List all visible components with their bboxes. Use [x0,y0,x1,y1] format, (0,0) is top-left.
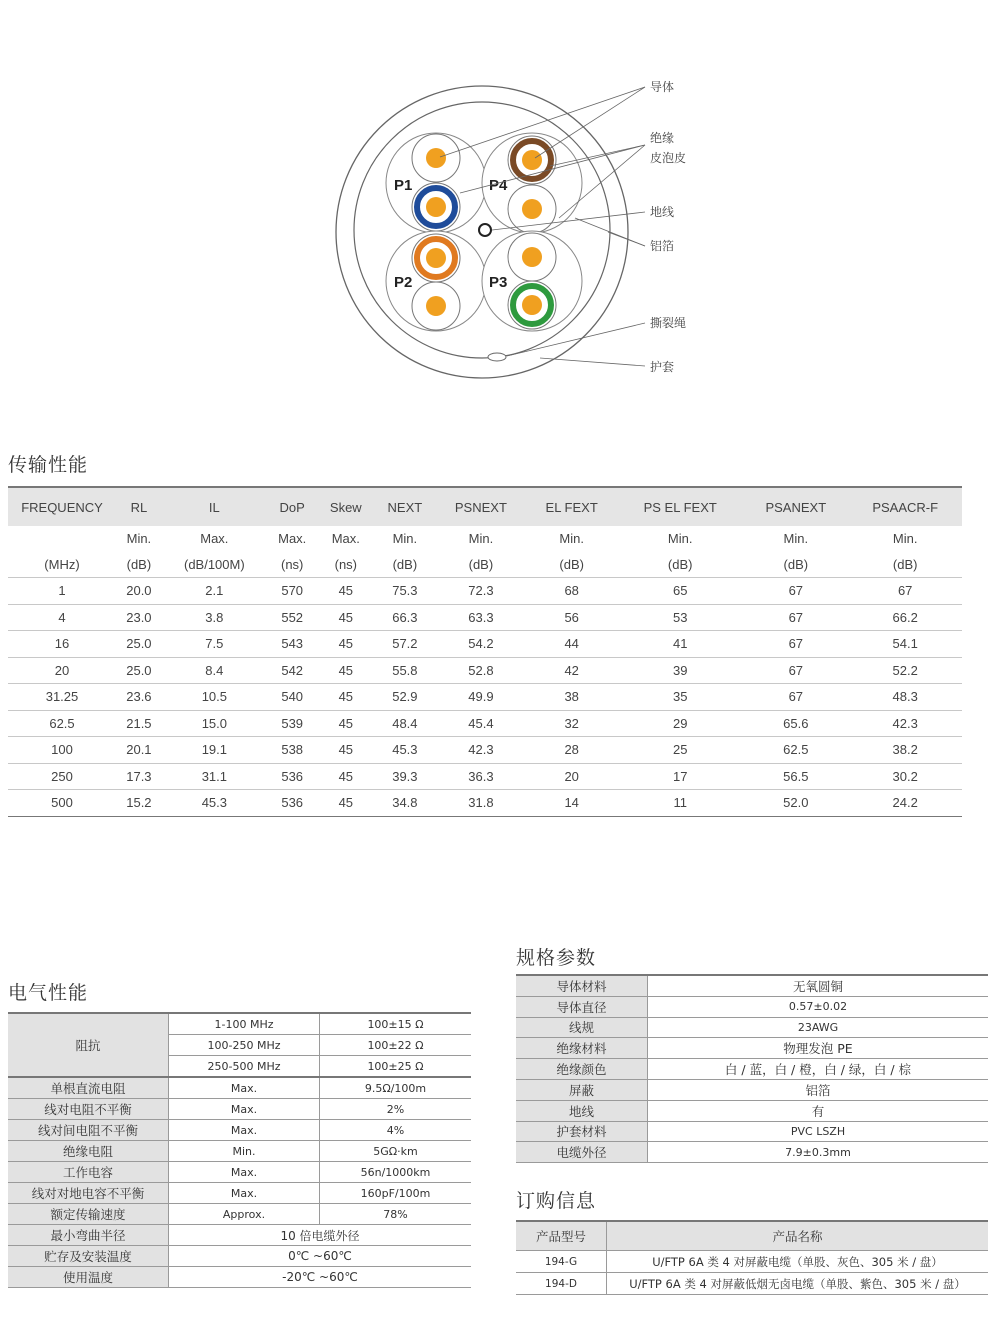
limit-cell: Min. [392,531,418,547]
table-cell: 1 [8,578,116,605]
spec-label: 电缆外径 [516,1142,648,1163]
table-row [516,975,988,996]
table-cell: 23.6 [116,684,162,711]
table-row [8,1120,471,1141]
table-cell: 63.3 [436,604,527,631]
impedance-value: 100±25 Ω [320,1056,472,1078]
table-cell: 66.2 [848,604,962,631]
table-cell: 54.1 [848,631,962,658]
label-drain-wire: 地线 [650,205,675,219]
limit-cell: Min. [783,531,809,547]
table-cell: 10.5 [162,684,267,711]
label-rip-cord: 撕裂绳 [650,316,687,330]
col-header: PSANEXT [743,487,848,526]
table-cell: 45 [317,684,374,711]
table-cell: 19.1 [162,737,267,764]
param-value: 160pF/100m [320,1183,472,1204]
table-cell: 41 [617,631,743,658]
param-label: 贮存及安装温度 [8,1246,169,1267]
unit-cell: (dB) [743,552,848,578]
table-cell: 67 [743,578,848,605]
table-cell: 539 [267,710,318,737]
unit-cell: (MHz) [8,552,116,578]
table-cell: 52.9 [374,684,435,711]
units-row [8,552,962,578]
param-value: 10 倍电缆外径 [169,1225,472,1246]
label-foam-skin: 皮泡皮 [650,151,687,165]
table-row [8,684,962,711]
table-cell: 38 [526,684,617,711]
col-header: PSAACR-F [848,487,962,526]
table-cell: 38.2 [848,737,962,764]
table-cell: 542 [267,657,318,684]
spec-value: 0.57±0.02 [648,996,989,1017]
table-cell: 45 [317,604,374,631]
param-label: 额定传输速度 [8,1204,169,1225]
table-row [8,1162,471,1183]
table-cell: 67 [743,604,848,631]
table-cell: 20 [8,657,116,684]
param-value: 78% [320,1204,472,1225]
table-cell: 65 [617,578,743,605]
table-cell: 68 [526,578,617,605]
limit-cell: Min. [559,531,584,547]
table-cell: 23.0 [116,604,162,631]
table-cell: 52.2 [848,657,962,684]
spec-value: 物理发泡 PE [648,1038,989,1059]
table-cell: 8.4 [162,657,267,684]
limit-cell [8,526,116,552]
col-header: RL [116,487,162,526]
table-cell: 67 [743,684,848,711]
spec-label: 绝缘材料 [516,1038,648,1059]
unit-cell: (dB/100M) [162,552,267,578]
pair-label-p4: P4 [489,177,508,194]
table-cell: 54.2 [436,631,527,658]
table-cell: 24.2 [848,790,962,817]
table-row [516,1059,988,1080]
transmission-title: 传输性能 [8,454,89,476]
unit-cell: (dB) [374,552,435,578]
table-cell: 45 [317,737,374,764]
order-header-row [516,1221,988,1251]
table-cell: 62.5 [743,737,848,764]
table-row [516,1038,988,1059]
param-label: 使用温度 [8,1267,169,1288]
table-row [8,657,962,684]
table-row [8,1225,471,1246]
table-cell: 65.6 [743,710,848,737]
table-cell: 29 [617,710,743,737]
limit-cell: Max. [331,531,360,547]
col-header: FREQUENCY [8,487,116,526]
table-row [8,1246,471,1267]
impedance-value: 100±22 Ω [320,1035,472,1056]
table-cell: 4 [8,604,116,631]
table-row [516,1121,988,1142]
unit-cell: (ns) [267,552,318,578]
limit-cell: Max. [278,531,307,547]
table-row [8,1013,471,1035]
impedance-range: 1-100 MHz [169,1013,320,1035]
table-row [516,996,988,1017]
table-cell: 31.8 [436,790,527,817]
param-value: 56n/1000km [320,1162,472,1183]
table-cell: 17 [617,763,743,790]
label-jacket: 护套 [650,360,675,374]
param-label: 工作电容 [8,1162,169,1183]
table-cell: 25.0 [116,657,162,684]
table-cell: 570 [267,578,318,605]
spec-value: 7.9±0.3mm [648,1142,989,1163]
spec-value: 有 [648,1100,989,1121]
table-cell: 20.1 [116,737,162,764]
transmission-header-row [8,487,962,526]
table-cell: 39.3 [374,763,435,790]
table-cell: 538 [267,737,318,764]
table-cell: 53 [617,604,743,631]
col-header: NEXT [374,487,435,526]
table-cell: 67 [848,578,962,605]
table-row [8,710,962,737]
table-cell: 34.8 [374,790,435,817]
spec-label: 线规 [516,1017,648,1038]
table-cell: 7.5 [162,631,267,658]
table-cell: 45 [317,790,374,817]
table-row [516,1017,988,1038]
product-model: 194-D [516,1273,607,1295]
table-cell: 21.5 [116,710,162,737]
table-row [516,1079,988,1100]
table-row [8,737,962,764]
table-row [8,631,962,658]
table-cell: 67 [743,657,848,684]
table-row [8,790,962,817]
table-cell: 14 [526,790,617,817]
table-cell: 45.4 [436,710,527,737]
table-cell: 543 [267,631,318,658]
table-cell: 28 [526,737,617,764]
table-cell: 15.0 [162,710,267,737]
table-cell: 11 [617,790,743,817]
table-row [516,1100,988,1121]
param-limit: Approx. [169,1204,320,1225]
table-cell: 62.5 [8,710,116,737]
param-value: 9.5Ω/100m [320,1077,472,1099]
col-header: PS EL FEXT [617,487,743,526]
table-row [8,1077,471,1099]
table-cell: 20 [526,763,617,790]
table-row [8,763,962,790]
table-cell: 57.2 [374,631,435,658]
param-value: 0℃ ~60℃ [169,1246,472,1267]
impedance-range: 100-250 MHz [169,1035,320,1056]
param-limit: Max. [169,1183,320,1204]
table-cell: 42.3 [436,737,527,764]
table-cell: 36.3 [436,763,527,790]
param-value: 4% [320,1120,472,1141]
spec-label: 地线 [516,1100,648,1121]
spec-title: 规格参数 [516,947,597,969]
table-cell: 32 [526,710,617,737]
unit-cell: (dB) [526,552,617,578]
table-cell: 30.2 [848,763,962,790]
param-label: 线对间电阻不平衡 [8,1120,169,1141]
limits-row [8,526,962,552]
unit-cell: (ns) [317,552,374,578]
spec-label: 护套材料 [516,1121,648,1142]
col-header-model: 产品型号 [516,1221,607,1251]
label-foil: 铝箔 [650,239,675,253]
table-row [516,1273,988,1295]
pair-label-p3: P3 [489,274,508,291]
limit-cell: Max. [200,531,229,547]
table-cell: 72.3 [436,578,527,605]
table-row [516,1142,988,1163]
rip-cord [488,353,506,361]
table-cell: 52.8 [436,657,527,684]
electrical-table [8,1012,471,1288]
col-header: IL [162,487,267,526]
table-row [8,604,962,631]
table-cell: 42 [526,657,617,684]
param-label: 线对对地电容不平衡 [8,1183,169,1204]
table-cell: 56 [526,604,617,631]
spec-label: 绝缘颜色 [516,1059,648,1080]
spec-label: 导体材料 [516,975,648,996]
limit-cell: Min. [667,531,693,547]
limit-cell: Min. [892,531,918,547]
col-header: PSNEXT [436,487,527,526]
param-value: -20℃ ~60℃ [169,1267,472,1288]
spec-table [516,974,988,1163]
table-cell: 48.3 [848,684,962,711]
unit-cell: (dB) [848,552,962,578]
transmission-table [8,486,962,817]
table-cell: 56.5 [743,763,848,790]
table-cell: 31.1 [162,763,267,790]
table-cell: 250 [8,763,116,790]
param-limit: Max. [169,1077,320,1099]
table-cell: 100 [8,737,116,764]
table-cell: 45 [317,657,374,684]
product-name: U/FTP 6A 类 4 对屏蔽低烟无卤电缆（单股、紫色、305 米 / 盘） [607,1273,989,1295]
table-row [8,1141,471,1162]
order-table [516,1220,988,1295]
col-header: EL FEXT [526,487,617,526]
table-cell: 16 [8,631,116,658]
spec-value: 铝箔 [648,1079,989,1100]
impedance-range: 250-500 MHz [169,1056,320,1078]
param-limit: Max. [169,1099,320,1120]
spec-value: 23AWG [648,1017,989,1038]
unit-cell: (dB) [436,552,527,578]
table-cell: 500 [8,790,116,817]
table-cell: 42.3 [848,710,962,737]
table-cell: 45 [317,763,374,790]
table-cell: 49.9 [436,684,527,711]
unit-cell: (dB) [617,552,743,578]
table-cell: 45 [317,578,374,605]
unit-cell: (dB) [116,552,162,578]
table-cell: 75.3 [374,578,435,605]
table-cell: 15.2 [116,790,162,817]
order-title: 订购信息 [516,1190,597,1212]
table-row [8,1099,471,1120]
table-cell: 536 [267,790,318,817]
spec-value: 无氧圆铜 [648,975,989,996]
param-limit: Max. [169,1162,320,1183]
col-header-name: 产品名称 [607,1221,989,1251]
spec-value: 白 / 蓝，白 / 橙，白 / 绿，白 / 棕 [648,1059,989,1080]
table-cell: 52.0 [743,790,848,817]
product-name: U/FTP 6A 类 4 对屏蔽电缆（单股、灰色、305 米 / 盘） [607,1251,989,1273]
limit-cell: Min. [126,531,152,547]
table-cell: 17.3 [116,763,162,790]
table-cell: 45.3 [374,737,435,764]
impedance-label: 阻抗 [8,1013,169,1077]
table-cell: 2.1 [162,578,267,605]
param-label: 单根直流电阻 [8,1077,169,1099]
col-header: Skew [317,487,374,526]
impedance-value: 100±15 Ω [320,1013,472,1035]
product-model: 194-G [516,1251,607,1273]
table-row [8,1183,471,1204]
cable-cross-section-diagram [330,60,710,380]
param-label: 最小弯曲半径 [8,1225,169,1246]
table-cell: 45 [317,710,374,737]
table-cell: 35 [617,684,743,711]
table-row [8,1204,471,1225]
label-conductor: 导体 [650,80,675,94]
spec-label: 屏蔽 [516,1079,648,1100]
table-cell: 44 [526,631,617,658]
table-cell: 552 [267,604,318,631]
table-cell: 55.8 [374,657,435,684]
table-cell: 67 [743,631,848,658]
table-cell: 31.25 [8,684,116,711]
param-limit: Min. [169,1141,320,1162]
table-cell: 25 [617,737,743,764]
table-cell: 48.4 [374,710,435,737]
param-limit: Max. [169,1120,320,1141]
table-cell: 45.3 [162,790,267,817]
drain-wire [479,224,491,236]
table-cell: 20.0 [116,578,162,605]
table-cell: 536 [267,763,318,790]
electrical-title: 电气性能 [8,982,89,1004]
table-cell: 39 [617,657,743,684]
param-value: 5GΩ·km [320,1141,472,1162]
param-label: 绝缘电阻 [8,1141,169,1162]
label-insulation: 绝缘 [650,131,675,145]
table-cell: 540 [267,684,318,711]
param-value: 2% [320,1099,472,1120]
table-cell: 3.8 [162,604,267,631]
table-row [8,1267,471,1288]
spec-value: PVC LSZH [648,1121,989,1142]
pair-label-p1: P1 [394,177,413,194]
table-cell: 25.0 [116,631,162,658]
table-cell: 45 [317,631,374,658]
table-row [8,578,962,605]
param-label: 线对电阻不平衡 [8,1099,169,1120]
col-header: DoP [267,487,318,526]
table-cell: 66.3 [374,604,435,631]
pair-label-p2: P2 [394,274,413,291]
limit-cell: Min. [468,531,494,547]
spec-label: 导体直径 [516,996,648,1017]
table-row [516,1251,988,1273]
